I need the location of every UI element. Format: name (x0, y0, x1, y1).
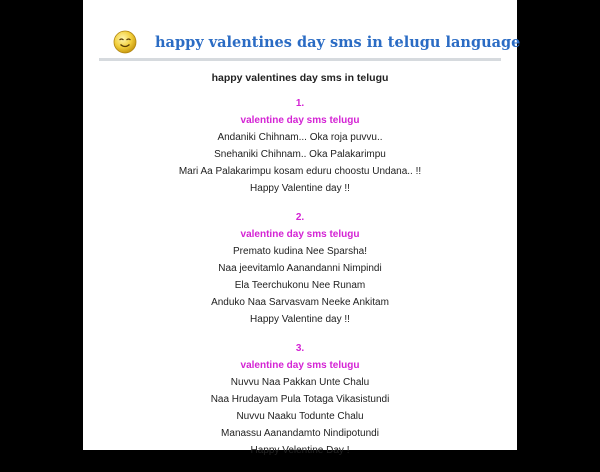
sms-heading: valentine day sms telugu (240, 115, 360, 126)
sms-line: Happy Valentine day !! (250, 183, 350, 194)
header-rule (99, 58, 501, 61)
article-subtitle: happy valentines day sms in telugu (211, 72, 389, 84)
sms-line: Mari Aa Palakarimpu kosam eduru choostu Undana.. !! (178, 166, 422, 177)
smiley-icon (113, 30, 137, 54)
sms-line: Anduko Naa Sarvasvam Neeke Ankitam (211, 297, 389, 308)
sms-item (83, 210, 517, 328)
sms-heading: valentine day sms telugu (240, 229, 360, 240)
sms-line: Nuvvu Naaku Todunte Chalu (236, 411, 364, 422)
sms-line: Premato kudina Nee Sparsha! (233, 246, 367, 257)
sms-line: Naa jeevitamlo Aanandanni Nimpindi (218, 263, 382, 274)
page-title: happy valentines day sms in telugu language (155, 33, 521, 51)
article-page (83, 0, 521, 456)
sms-number: 3. (295, 343, 305, 354)
sms-line: Andaniki Chihnam... Oka roja puvvu.. (217, 132, 383, 143)
sms-line: Happy Velentine Day ! (250, 445, 350, 456)
sms-line: Naa Hrudayam Pula Totaga Vikasistundi (210, 394, 390, 405)
sms-number: 2. (295, 212, 305, 223)
sms-line: Snehaniki Chihnam.. Oka Palakarimpu (214, 149, 386, 160)
page-header (99, 22, 521, 62)
sms-item (83, 96, 517, 197)
sms-line: Manassu Aanandamto Nindipotundi (221, 428, 379, 439)
sms-line: Happy Valentine day !! (250, 314, 350, 325)
sms-number: 1. (295, 98, 305, 109)
sms-heading: valentine day sms telugu (240, 360, 360, 371)
sms-item (83, 341, 517, 459)
sms-line: Ela Teerchukonu Nee Runam (234, 280, 366, 291)
sms-list (83, 96, 517, 472)
sms-line: Nuvvu Naa Pakkan Unte Chalu (230, 377, 370, 388)
